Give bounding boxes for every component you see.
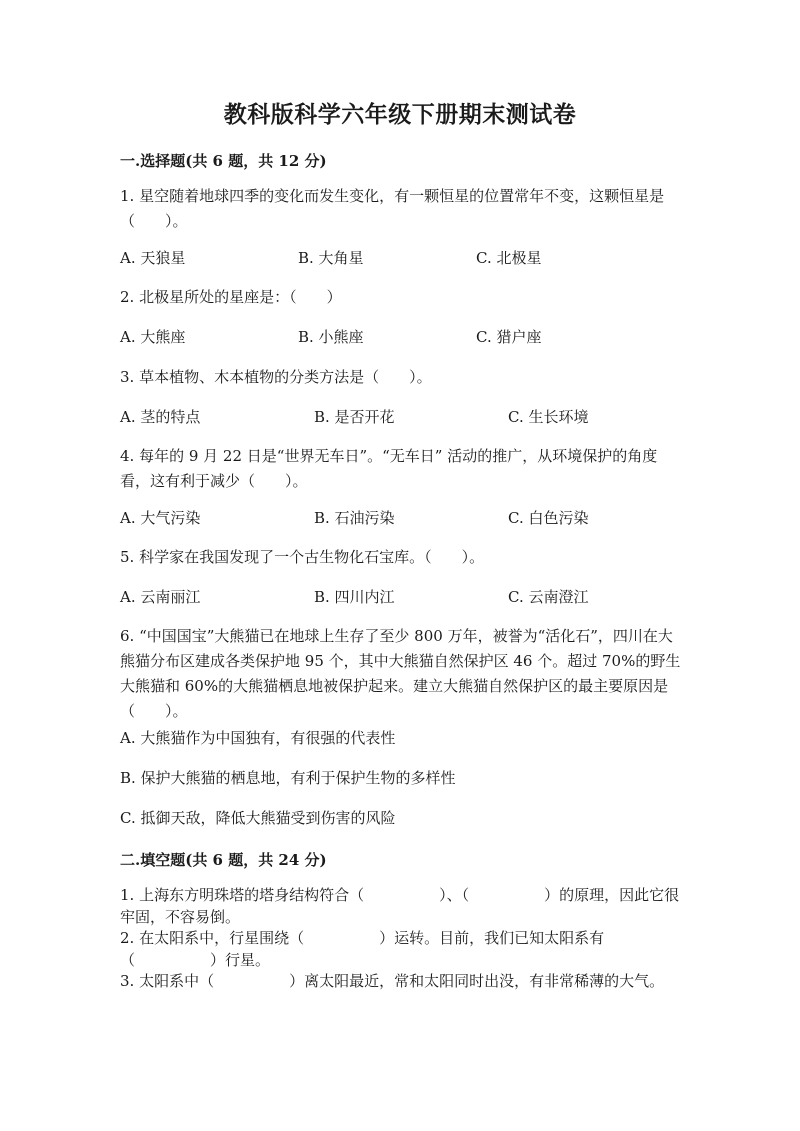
fill-question-3: 3. 太阳系中（ ）离太阳最近，常和太阳同时出没，有非常稀薄的大气。 — [120, 972, 665, 990]
option-c: C. 北极星 — [476, 249, 542, 267]
question-4: 4. 每年的 9 月 22 日是“世界无车日”。“无车日” 活动的推广，从环境保护的角度看，这有利于减少（ ）。 — [120, 447, 658, 490]
page-title: 教科版科学六年级下册期末测试卷 — [223, 101, 577, 128]
option-c: C. 猎户座 — [476, 328, 542, 346]
question-3: 3. 草本植物、木本植物的分类方法是（ ）。 — [120, 368, 432, 386]
question-1: 1. 星空随着地球四季的变化而发生变化，有一颗恒星的位置常年不变，这颗恒星是（ ）。 — [120, 187, 665, 230]
option-b: B. 是否开花 — [314, 408, 395, 426]
option-c: C. 白色污染 — [508, 509, 589, 527]
fill-question-2: 2. 在太阳系中，行星围绕（ ）运转。目前，我们已知太阳系有（ ）行星。 — [120, 929, 605, 969]
option-b: B. 小熊座 — [298, 328, 364, 346]
option-a: A. 云南丽江 — [120, 588, 201, 606]
option-a: A. 茎的特点 — [120, 408, 201, 426]
section-heading-fill: 二.填空题(共 6 题，共 24 分) — [120, 851, 327, 869]
option-a: A. 大熊座 — [120, 328, 186, 346]
section-heading-choice: 一.选择题(共 6 题，共 12 分) — [120, 152, 327, 170]
question-5: 5. 科学家在我国发现了一个古生物化石宝库。（ ）。 — [120, 548, 485, 566]
option-c: C. 云南澄江 — [508, 588, 589, 606]
option-b: B. 大角星 — [298, 249, 364, 267]
option-c: C. 抵御天敌，降低大熊猫受到伤害的风险 — [120, 809, 396, 827]
option-a: A. 天狼星 — [120, 249, 186, 267]
option-c: C. 生长环境 — [508, 408, 589, 426]
option-b: B. 石油污染 — [314, 509, 395, 527]
fill-question-1: 1. 上海东方明珠塔的塔身结构符合（ ）、（ ）的原理，因此它很牢固，不容易倒。 — [120, 886, 680, 926]
option-b: B. 四川内江 — [314, 588, 395, 606]
question-6: 6. “中国国宝”大熊猫已在地球上生存了至少 800 万年，被誉为“活化石”，四川在大熊猫分布区建成各类保护地 95 个，其中大熊猫自然保护区 46 个。超过 70%的野生大熊猫和 60%的大熊猫栖息地被保护起来。建立大熊猫自然保护区的最主要原因是（ ）。 — [120, 627, 681, 720]
option-a: A. 大熊猫作为中国独有，有很强的代表性 — [120, 729, 396, 747]
option-a: A. 大气污染 — [120, 509, 201, 527]
option-b: B. 保护大熊猫的栖息地，有利于保护生物的多样性 — [120, 769, 456, 787]
question-2: 2. 北极星所处的星座是：（ ） — [120, 288, 342, 306]
